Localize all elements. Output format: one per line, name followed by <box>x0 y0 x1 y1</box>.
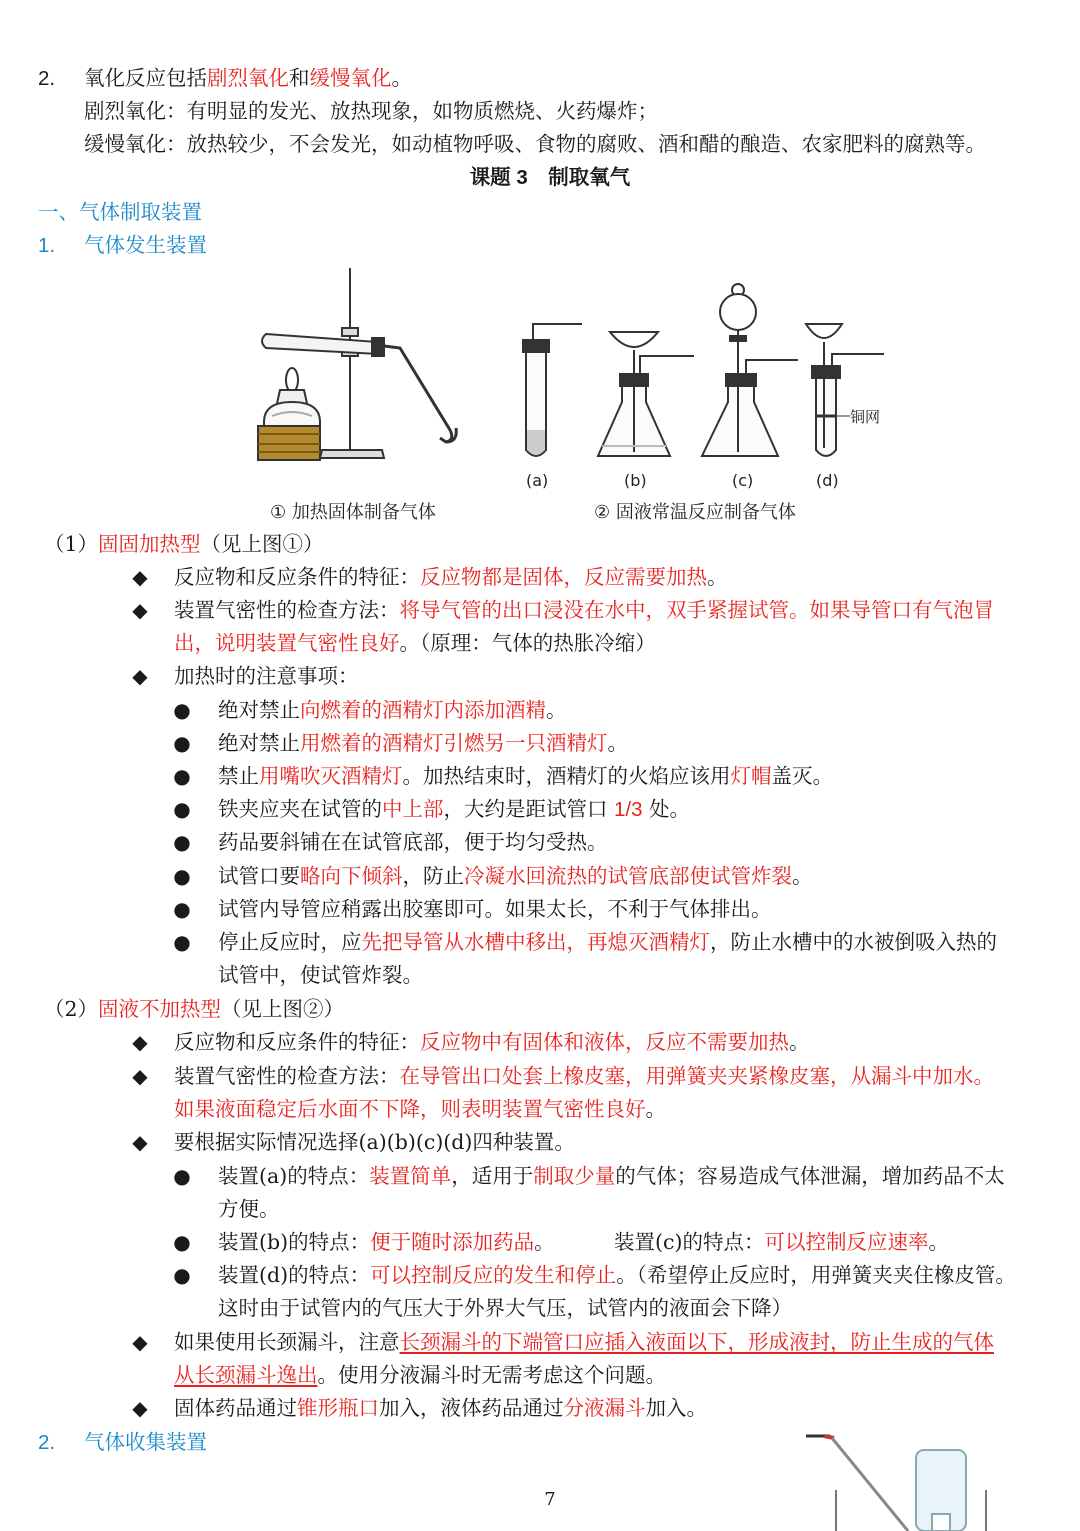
p1-airtight-check: 装置气密性的检查方法：将导气管的出口浸没在水中，双手紧握试管。如果导管口有气泡冒 <box>174 598 994 622</box>
diamond-bullet: ◆ <box>132 1130 148 1154</box>
dot-bullet: ● <box>173 797 191 821</box>
p1-note-7: 试管内导管应稍露出胶塞即可。如果太长，不利于气体排出。 <box>218 897 772 921</box>
lesson-title: 课题 3 制取氧气 <box>469 166 631 189</box>
dot-bullet: ● <box>173 897 191 921</box>
subheading-solid-heating: （1）固固加热型（见上图①） <box>44 532 324 556</box>
p1-airtight-check-cont: 出，说明装置气密性良好。（原理：气体的热胀冷缩） <box>174 631 656 655</box>
p2-adding-reagents: 固体药品通过锥形瓶口加入，液体药品通过分液漏斗加入。 <box>174 1396 707 1420</box>
figure-caption-2: ② 固液常温反应制备气体 <box>594 502 796 523</box>
dot-bullet: ● <box>173 1263 191 1287</box>
p2-long-funnel: 如果使用长颈漏斗，注意长颈漏斗的下端管口应插入液面以下，形成液封，防止生成的气体 <box>174 1330 994 1354</box>
p1-note-1: 绝对禁止向燃着的酒精灯内添加酒精。 <box>218 698 567 722</box>
heading-generator: 气体发生装置 <box>84 233 207 257</box>
p1-note-8-cont: 试管中，使试管炸裂。 <box>218 963 423 987</box>
dot-bullet: ● <box>173 864 191 888</box>
heading-collection-num: 2. <box>38 1431 56 1454</box>
heading-generator-num: 1. <box>38 234 56 257</box>
figure-caption-1: ① 加热固体制备气体 <box>270 502 436 523</box>
page-number: 7 <box>544 1489 556 1510</box>
diamond-bullet: ◆ <box>132 1396 148 1420</box>
apparatus-figure <box>250 262 910 498</box>
p2-apparatus-d-cont: 这时由于试管内的气压大于外界大气压，试管内的液面会下降） <box>218 1296 792 1320</box>
label-copper-mesh: 铜网 <box>850 408 881 426</box>
diamond-bullet: ◆ <box>132 1030 148 1054</box>
p2-apparatus-d: 装置(d)的特点：可以控制反应的发生和停止。（希望停止反应时，用弹簧夹夹住橡皮管。 <box>218 1263 1016 1287</box>
diamond-bullet: ◆ <box>132 664 148 688</box>
diamond-bullet: ◆ <box>132 565 148 589</box>
vigorous-oxidation: 剧烈氧化：有明显的发光、放热现象，如物质燃烧、火药爆炸； <box>84 99 658 123</box>
p1-note-5: 药品要斜铺在在试管底部，便于均匀受热。 <box>218 830 608 854</box>
p1-note-4: 铁夹应夹在试管的中上部，大约是距试管口 1/3 处。 <box>218 797 691 821</box>
heading-collection: 气体收集装置 <box>84 1430 207 1454</box>
p1-note-2: 绝对禁止用燃着的酒精灯引燃另一只酒精灯。 <box>218 731 628 755</box>
section-number: 2. <box>38 67 56 90</box>
label-c: (c) <box>732 471 754 490</box>
oxidation-intro: 氧化反应包括剧烈氧化和缓慢氧化。 <box>84 66 412 90</box>
heading-gas-apparatus: 一、气体制取装置 <box>38 200 202 224</box>
p2-choose-apparatus: 要根据实际情况选择(a)(b)(c)(d)四种装置。 <box>174 1130 575 1154</box>
p2-apparatus-a-cont: 方便。 <box>218 1197 280 1221</box>
dot-bullet: ● <box>173 764 191 788</box>
p1-note-8: 停止反应时，应先把导管从水槽中移出，再熄灭酒精灯，防止水槽中的水被倒吸入热的 <box>218 930 997 954</box>
dot-bullet: ● <box>173 1164 191 1188</box>
collection-figure <box>796 1428 996 1531</box>
label-b: (b) <box>624 471 647 490</box>
p1-heating-notes: 加热时的注意事项： <box>174 664 359 688</box>
p1-note-6: 试管口要略向下倾斜，防止冷凝水回流热的试管底部使试管炸裂。 <box>218 864 813 888</box>
label-a: (a) <box>526 471 549 490</box>
p2-apparatus-b: 装置(b)的特点：便于随时添加药品。 <box>218 1230 555 1254</box>
p2-long-funnel-cont: 从长颈漏斗逸出。使用分液漏斗时无需考虑这个问题。 <box>174 1363 666 1387</box>
label-d: (d) <box>816 471 839 490</box>
dot-bullet: ● <box>173 731 191 755</box>
p1-feature: 反应物和反应条件的特征：反应物都是固体，反应需要加热。 <box>174 565 728 589</box>
diamond-bullet: ◆ <box>132 1064 148 1088</box>
diamond-bullet: ◆ <box>132 598 148 622</box>
diamond-bullet: ◆ <box>132 1330 148 1354</box>
subheading-solid-liquid: （2）固液不加热型（见上图②） <box>44 997 345 1021</box>
p1-note-3: 禁止用嘴吹灭酒精灯。加热结束时，酒精灯的火焰应该用灯帽盖灭。 <box>218 764 833 788</box>
p2-airtight-check: 装置气密性的检查方法：在导管出口处套上橡皮塞，用弹簧夹夹紧橡皮塞，从漏斗中加水。 <box>174 1064 994 1088</box>
slow-oxidation: 缓慢氧化：放热较少，不会发光，如动植物呼吸、食物的腐败、酒和醋的酿造、农家肥料的腐熟等。 <box>84 132 986 156</box>
p2-feature: 反应物和反应条件的特征：反应物中有固体和液体，反应不需要加热。 <box>174 1030 810 1054</box>
p2-airtight-check-cont: 如果液面稳定后水面不下降，则表明装置气密性良好。 <box>174 1097 666 1121</box>
p2-apparatus-a: 装置(a)的特点：装置简单，适用于制取少量的气体；容易造成气体泄漏，增加药品不太 <box>218 1164 1005 1188</box>
p2-apparatus-c: 装置(c)的特点：可以控制反应速率。 <box>614 1230 949 1254</box>
dot-bullet: ● <box>173 698 191 722</box>
dot-bullet: ● <box>173 830 191 854</box>
dot-bullet: ● <box>173 1230 191 1254</box>
dot-bullet: ● <box>173 930 191 954</box>
